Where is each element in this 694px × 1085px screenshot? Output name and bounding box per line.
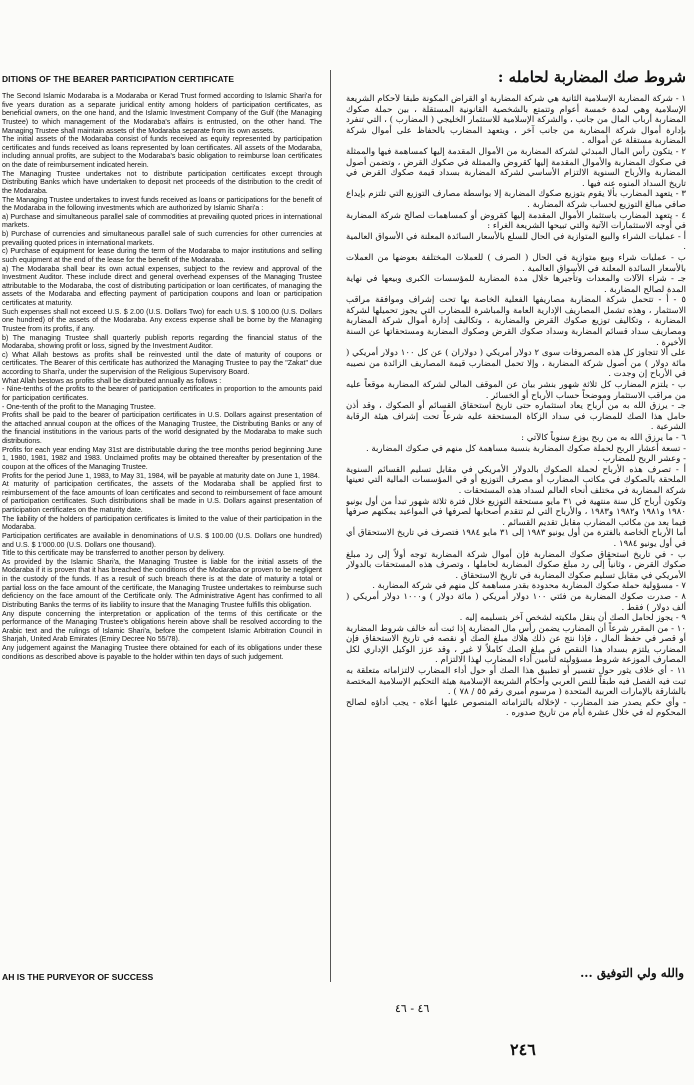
- english-paragraph: The Managing Trustee undertakes to invest funds received as loans or participations for the benefit of the Modaraba in the following investments which are authorized by Islamic Shari'a :: [2, 195, 322, 213]
- arabic-paragraph: ب - يلتزم المضارب كل ثلاثة شهور بنشر بيان عن الموقف المالي لشركة المضاربة موقعاً عليه من مراقب الاستثمار وموضحاً حساب الأرباح أو الخسائر .: [346, 380, 686, 401]
- english-paragraph: - One-tenth of the profit to the Managing Trustee.: [2, 402, 156, 411]
- arabic-title: شروط صك المضاربة لحامله :: [497, 68, 686, 86]
- english-paragraph: The Second Islamic Modaraba is a Modaraba or Kerad Trust formed according to Islamic Shari'a for five years duration as a separate juridical entity among holders of participation certificates, as beneficial owners, on the one hand, and the Islamic Investment Company of the Gulf (the Managing Trustee) to which management of the Modaraba's affairs is entrusted, on the other hand. The Managing Trustee shall maintain assets of the Modaraba separate from its own assets.: [2, 92, 322, 135]
- english-paragraph: - Nine-tenths of the profits to the bearer of participation certificates in proportion to the amounts paid for participation certificates.: [2, 385, 322, 402]
- arabic-paragraph: - وعشر الربح للمضارب .: [597, 454, 686, 465]
- english-paragraph: b) The managing Trustee shall quarterly publish reports regarding the financial status of the Modaraba, showing profit or loss, signed by the Investment Auditor.: [2, 333, 322, 351]
- arabic-paragraph: جـ - يرزق الله به من أرباح يعاد استثماره حتى تاريخ استحقاق القسائم أو الصكوك ، وقد أذن حامل هذا الصك للمضارب في سداد الزكاة المستحقة عليه شرعاً تحت إشراف هيئة الرقابة الشرعية .: [346, 401, 686, 433]
- english-paragraph: Profits for the period June 1, 1983, to May 31, 1984, will be payable at maturity date on June 1, 1984.: [2, 471, 320, 480]
- english-paragraph: b) Purchase of currencies and simultaneous parallel sale of such currencies for other currencies at prevailing quoted prices in international markets.: [2, 230, 322, 247]
- arabic-paragraph: أ - عمليات الشراء والبيع المتوازية في الحال للسلع بالأسعار السائدة المعلنة في الأسواق العالمية .: [346, 231, 686, 253]
- english-paragraph: Title to this certificate may be transferred to another person by delivery.: [2, 549, 225, 558]
- english-paragraph: The liability of the holders of participation certificates is limited to the value of their participation in the Modaraba.: [2, 514, 322, 532]
- english-closing-line: AH IS THE PURVEYOR OF SUCCESS: [2, 972, 154, 982]
- english-paragraph: Any judgement against the Managing Trustee there obtained for each of its obligations under these conditions as described above is payable to the holder within ten days of such judgement.: [2, 644, 322, 661]
- arabic-conditions-text: [346, 94, 686, 719]
- english-paragraph: The Managing Trustee undertakes not to distribute participation certificates except through Distributing Banks which have undertaken to deposit net proceeds of the distribution to the credit of the Modaraba.: [2, 169, 322, 195]
- page-number: ٢٤٦: [510, 1040, 536, 1059]
- english-paragraph: c) Purchase of equipment for lease during the term of the Modaraba to major institutions and selling such equipment at the end of the lease for the benefit of the Modaraba.: [2, 247, 322, 264]
- english-paragraph: Such expenses shall not exceed U.S. $ 2.00 (U.S. Dollars Two) for each U.S. $ 100.00 (U.S. Dollars one hundred) of the assets of the Modaraba. Any excess expense shall be borne by the Managing Trustee from its profits, if any.: [2, 307, 322, 333]
- arabic-paragraph: ٥ - أ - تتحمل شركة المضاربة مصاريفها الفعلية الخاصة بها تحت إشراف وموافقة مراقب الاستثمار ، وهذه تشمل المصاريف الإدارية العامة والمباشرة للمضارب التي يجوز تحميلها لشركة المضاربة ، وتكاليف توزيع صكوك القرض والمضاربة ، وتكاليف إدارة أموال شركة المضاربة ومصاريف سداد قسائم المضاربة وسداد صكوك القرض وصكوك المضاربة ومستحقاتها عن السنة الأخيرة .: [346, 295, 686, 348]
- arabic-paragraph: ٣ - يتعهد المضارب بألا يقوم بتوزيع صكوك المضاربة إلا بواسطة مصارف التوزيع التي تلتزم بإيداع صافي مبالغ التوزيع لحساب شركة المضاربة .: [346, 189, 686, 210]
- english-paragraph: What Allah bestows as profits shall be distributed annually as follows :: [2, 376, 222, 385]
- arabic-paragraph: ١١ - أي خلاف يثور حول تفسير أو تطبيق هذا الصك أو حول أداء المضارب لالتزاماته متعلقة به تبت فيه الفصل فيه طبقاً للنص العربي وأحكام الشريعة الإسلامية هيئة التحكيم الإسلامية المختصة بالشارقة بالإمارات العربية المتحدة ( مرسوم أميري رقم ٥٥ / ٧٨ ) .: [346, 666, 686, 698]
- arabic-paragraph: وتكون أرباح كل سنة منتهية في ٣١ مايو مستحقة التوزيع خلال فترة ثلاثة شهور تبدأ من أول يونيو ١٩٨٠ و١٩٨١ و١٩٨٢ و١٩٨٣ ، والأرباح التي لم تتقدم أصحابها لصرفها في المواعيد يمكنهم صرفها فيما بعد من مكاتب المضارب مقابل تقديم القسائم .: [346, 496, 686, 528]
- arabic-paragraph: ٨ - صدرت صكوك المضاربة من فئتي ١٠٠ دولار أمريكي ( مائة دولار ) و١٠٠٠ دولار أمريكي ( ألف دولار ) فقط .: [346, 591, 686, 613]
- arabic-paragraph: ١ - شركة المضاربة الإسلامية الثانية هي شركة المضاربة أو القراض المكونة طبقاً لأحكام الشريعة الإسلامية وهي لمدة خمسة أعوام وتتمتع بالشخصية القانونية المستقلة ، بين حملة صكوك المضاربة أرباب المال من جانب ، والشركة الإسلامية للاستثمار الخليجي ( المضارب ) ، التي تنفرد بإدارة أموال شركة المضاربة من جانب آخر ، ويتعهد المضارب بالحفاظ على أموال شركة المضاربة مستقلة عن أمواله .: [346, 94, 686, 147]
- english-paragraph: At maturity of participation certificates, the assets of the Modaraba shall be applied first to reimbursement of the face amounts of loan certificates and second to reimbursement of face amount of participation certificates. Such distributions shall be made in U.S. Dollars against presentation of participation certificates on the maturity date.: [2, 480, 322, 514]
- arabic-paragraph: ب - في تاريخ استحقاق صكوك المضاربة فإن أموال شركة المضاربة توجه أولاً إلى رد مبلغ صكوك القرض ، وثانياً إلى رد مبلغ صكوك المضاربة لحاملها ، وتصرف هذه المستحقات بالدولار الأمريكي في مقابل تسليم صكوك المضاربة في تاريخ الاستحقاق .: [346, 549, 686, 581]
- arabic-paragraph: ب - عمليات شراء وبيع متوازية في الحال ( الصرف ) للعملات المختلفة بعوضها من العملات بالأسعار السائدة المعلنة في الأسواق العالمية .: [346, 252, 686, 274]
- english-paragraph: The initial assets of the Modaraba consist of funds received as equity represented by participation certificates and funds received as loans represented by loan certificates. All assets of the Modaraba, including annual profits, are subject to the Modaraba's basic obligation to reimburse loan certificates on the date of reimbursement indicated herein.: [2, 135, 322, 169]
- english-paragraph: c) What Allah bestows as profits shall be reinvested until the date of maturity of coupons or certificates. The Bearer of this certificate has authorized the Managing Trustee to pay the "Zakat" due according to Shari'a, under the supervision of the Religious Supervisory Board.: [2, 350, 322, 376]
- english-paragraph: a) Purchase and simultaneous parallel sale of commodities at prevailing quoted prices in international markets.: [2, 212, 322, 230]
- arabic-paragraph: ١٠ - من المقرر شرعاً أن المضارب يضمن رأس مال المضاربة إذا ثبت أنه خالف شروط المضاربة أو قصر في حفظ المال ، فإذا نتج عن ذلك هلاك مبلغ الصك أو نقصه في تاريخ الاستحقاق فإن المضارب يلتزم بسداد هذا النقص في مبلغ الصك كاملاً لا غير ، وقد عزز الوكيل الإداري لكل المصارف الموزعة شروط مسؤوليته لتأمين أداء المضارب لهذا الالتزام .: [346, 623, 686, 666]
- arabic-paragraph: ٤ - يتعهد المضارب باستثمار الأموال المقدمة إليها كقروض أو كمساهمات لصالح شركة المضاربة في أوجه الاستثمارات الآتية والتي تبيحها الشريعة الغراء :: [346, 210, 686, 232]
- arabic-paragraph: - تسعة أعشار الربح لحملة صكوك المضاربة بنسبة مساهمة كل منهم في صكوك المضاربة .: [365, 443, 686, 454]
- handwritten-marks: ٤٦ - ٤٦: [395, 1002, 430, 1015]
- english-paragraph: Profits for each year ending May 31st are distributable during the tree months period beginning June 1, 1980, 1981, 1982 and 1983. Unclaimed profits may be obtained thereafter by presentation of the coupon at the offices of the Managing Trustee.: [2, 445, 322, 471]
- english-paragraph: a) The Modaraba shall bear its own actual expenses, subject to the review and approval of the Investment Auditor. These include direct and general overhead expenses of the Managing Trustee attributable to the Modaraba, the cost of distributing participation or loan certificates, of managing the assets of the Modaraba and effecting payment of participation coupons and loan or participation certificates at maturity.: [2, 264, 322, 307]
- arabic-paragraph: - وأي حكم يصدر ضد المضارب - لإخلاله بالتزاماته المنصوص عليها أعلاه - يجب أداؤه لصالح المحكوم له في خلال عشرة أيام من تاريخ صدوره .: [346, 697, 686, 719]
- arabic-paragraph: ٧ - مسؤولية حملة صكوك المضاربة محدودة بقدر مساهمة كل منهم في شركة المضاربة .: [372, 581, 686, 592]
- english-title: DITIONS OF THE BEARER PARTICIPATION CERTIFICATE: [2, 74, 235, 84]
- english-paragraph: Any dispute concerning the interpretation or application of the terms of this certificate or the performance of the Managing Trustee's obligations herein above shall be resolved according to the Arabic text and the rulings of Islamic Shari'a, before the competent Islamic Arbitration Council in Sharjah, United Arab Emirates (Emiry Decree No 55/78).: [2, 609, 322, 644]
- arabic-paragraph: ٦ - ما يرزق الله به من ربح يوزع سنوياً كالآتي :: [521, 433, 686, 443]
- arabic-paragraph: ٢ - يتكون رأس المال المبدئي لشركة المضاربة من الأموال المقدمة إليها كمساهمة فيها والممثلة في صكوك المضاربة والأموال المقدمة إليها كقروض والممثلة في صكوك القرض ، وتضمن أصول المضاربة والأرباح السنوية الالتزام الأساسي لشركة المضاربة بسداد قيمة صكوك القرض في تاريخ السداد المنوه عنه فيها .: [346, 146, 686, 189]
- arabic-paragraph: أما الأرباح الخاصة بالفترة من أول يونيو ١٩٨٣ إلى ٣١ مايو ١٩٨٤ فتصرف في تاريخ الاستحقاق أي في أول يونيو ١٩٨٤ .: [346, 528, 686, 549]
- english-conditions-text: [2, 92, 322, 661]
- english-paragraph: As provided by the Islamic Shari'a, the Managing Trustee is liable for the initial assets of the Modaraba if it is proven that it has breached the conditions of the Modaraba or proven to be negligent in the custody of the funds. If as a result of such breach there is at the date of maturity a total or partial loss on the face amount of the certificate, the Managing Trustee undertakes to reimburse such deficiency on the face amount of the Certificate only. The Administrative Agent has confirmed to all Distributing Banks the terms of its liability to insure that the Managing Trustee fulfills this obligation.: [2, 557, 322, 609]
- english-paragraph: Profits shall be paid to the bearer of participation certificates in U.S. Dollars against presentation of the attached annual coupon at the offices of the Managing Trustee, the Distributing Banks or any of the financial institutions in the various parts of the world designated by the Modaraba to make such distributions.: [2, 411, 322, 445]
- arabic-paragraph: أ - تصرف هذه الأرباح لحملة الصكوك بالدولار الأمريكي في مقابل تسليم القسائم السنوية الملحقة بالصكوك في مكاتب المضارب أو مصرف التوزيع أو في المؤسسات المالية التي تعينها شركة المضاربة في مختلف أنحاء العالم لسداد هذه المستحقات .: [346, 464, 686, 496]
- arabic-paragraph: جـ - شراء الآلات والمعدات وتأجيرها خلال مدة المضاربة للمؤسسات الكبرى وبيعها في نهاية المدة لصالح المضاربة .: [346, 274, 686, 295]
- arabic-paragraph: على ألا تتجاوز كل هذه المصروفات سوى ٢ دولار أمريكي ( دولاران ) عن كل ١٠٠ دولار أمريكي ( مائة دولار ) من أصول شركة المضاربة ، وإلا تحمل المضارب قيمة المصاريف الزائدة من نصيبه في الأرباح إن وجدت .: [346, 348, 686, 380]
- arabic-paragraph: ٩ - يجوز لحامل الصك أن ينقل ملكيته لشخص آخر بتسليمه إليه .: [459, 613, 686, 624]
- column-divider: [330, 70, 331, 982]
- english-paragraph: Participation certificates are available in denominations of U.S. $ 100.00 (U.S. Dollars one hundred) and U.S. $ 1'000.00 (U.S. Dollars one thousand).: [2, 531, 322, 549]
- arabic-closing-line: والله ولي التوفيق ...: [580, 966, 684, 980]
